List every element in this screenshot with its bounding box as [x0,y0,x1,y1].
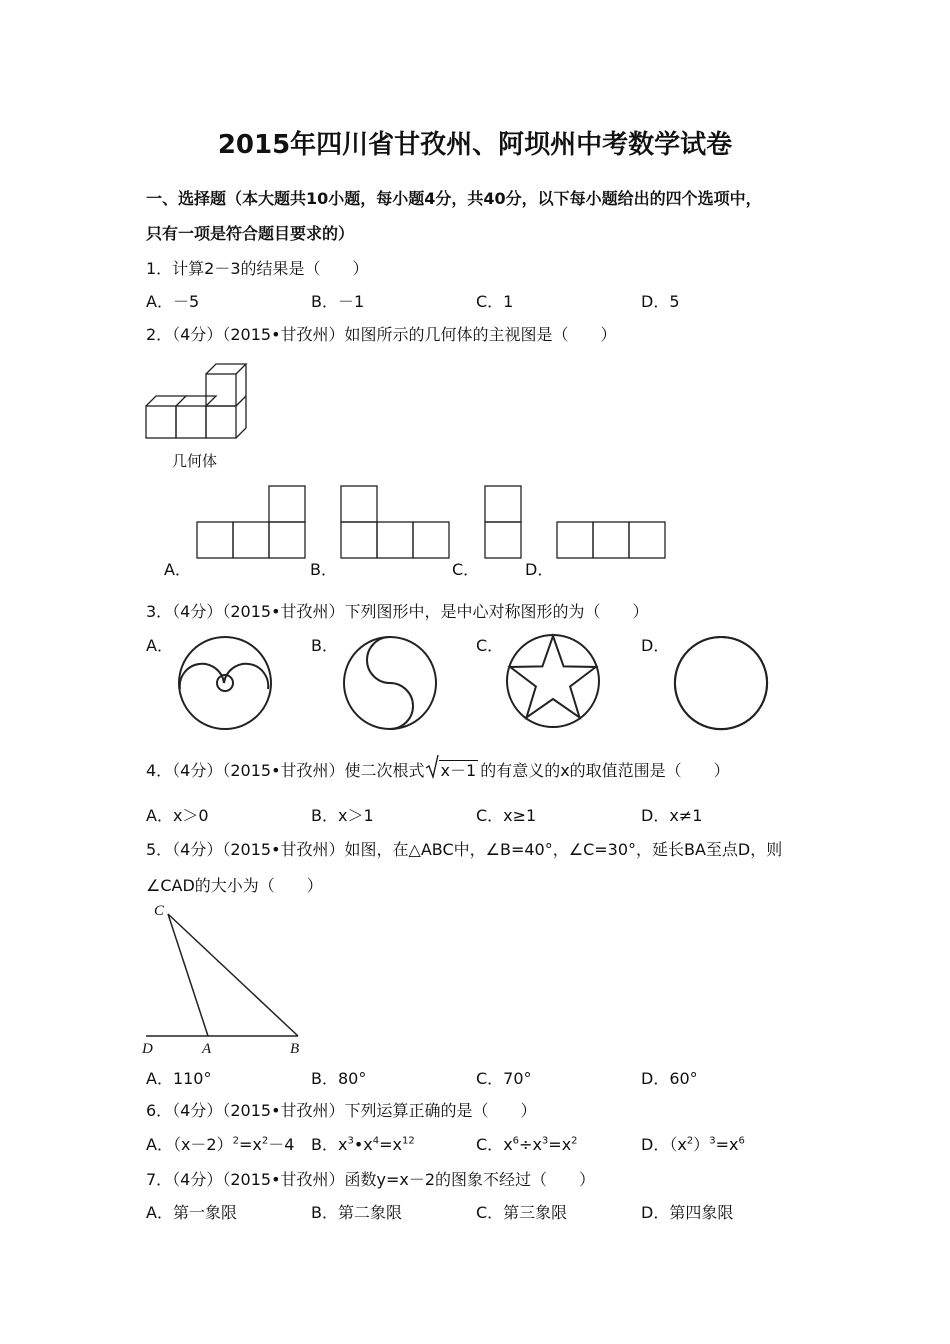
q5-option-a: A．110° [146,1069,212,1088]
q4-stem-after: 的有意义的x的取值范围是（ ） [480,761,730,780]
q3-option-a-figure [176,634,274,732]
vertex-label-c: C [154,903,165,919]
q4-option-c: C．x≥1 [476,806,537,825]
section-heading-line2: 只有一项是符合题目要求的） [146,224,355,243]
q4-option-d: D．x≠1 [641,806,703,825]
q3-option-d: D． [641,636,670,655]
q2-option-d: D． [525,560,554,579]
q5-stem-line2: ∠CAD的大小为（ ） [146,876,323,895]
radical-sign-icon [425,754,439,780]
q1-stem: 1．计算2－3的结果是（ ） [146,259,369,278]
q2-option-d-figure [556,521,668,561]
q7-option-d: D．第四象限 [641,1203,734,1222]
q4-option-a: A．x＞0 [146,806,209,825]
q2-option-a: A． [164,560,191,579]
section-heading-line1: 一、选择题（本大题共10小题，每小题4分，共40分，以下每小题给出的四个选项中， [146,189,762,208]
page-title: 2015年四川省甘孜州、阿坝州中考数学试卷 [217,130,733,160]
q2-option-c: C． [452,560,480,579]
vertex-label-a: A [202,1041,212,1057]
q6-option-c: C．$x^6\div x^3=x^2$ [476,1135,578,1154]
q1-option-b: B．－1 [311,292,365,311]
q3-stem: 3．（4分）（2015•甘孜州）下列图形中，是中心对称图形的为（ ） [146,602,649,621]
q7-option-a: A．第一象限 [146,1203,237,1222]
vertex-label-b: B [290,1041,300,1057]
q2-option-a-figure [196,486,308,560]
q6-option-d: D．$(x^2)^3=x^6$ [641,1135,745,1154]
q3-option-d-figure [672,634,770,732]
q5-option-b: B．80° [311,1069,367,1088]
q4-radicand: x－1 [440,761,477,780]
q6-stem: 6．（4分）（2015•甘孜州）下列运算正确的是（ ） [146,1101,537,1120]
q2-figure-caption: 几何体 [172,452,218,470]
q1-option-c: C．1 [476,292,514,311]
q5-stem-line1: 5．（4分）（2015•甘孜州）如图，在△ABC中，∠B=40°，∠C=30°，延长BA至点D，则 [146,840,783,859]
q2-option-c-figure [484,486,524,560]
q5-option-c: C．70° [476,1069,532,1088]
q2-option-b-figure [340,486,452,560]
q2-option-b: B． [310,560,337,579]
q1-option-a: A．－5 [146,292,200,311]
q2-stem: 2．（4分）（2015•甘孜州）如图所示的几何体的主视图是（ ） [146,325,617,344]
q4-stem-before: 4．（4分）（2015•甘孜州）使二次根式 [146,761,425,780]
q5-option-d: D．60° [641,1069,698,1088]
q7-stem: 7．（4分）（2015•甘孜州）函数y=x－2的图象不经过（ ） [146,1170,596,1189]
q6-option-b: B．$x^3•x^4=x^{12}$ [311,1135,415,1154]
q4-radical [425,758,479,781]
q3-option-b-figure [341,634,439,732]
vertex-label-d: D [142,1041,153,1057]
q4-stem [146,758,730,781]
q3-option-c-figure [504,632,602,730]
q7-option-b: B．第二象限 [311,1203,402,1222]
q3-option-c: C． [476,636,504,655]
q2-solid-figure [140,362,255,442]
q3-option-a: A． [146,636,173,655]
q4-option-b: B．x＞1 [311,806,374,825]
q5-triangle-figure [140,900,315,1060]
q1-option-d: D．5 [641,292,680,311]
q6-option-a: A．$(x-2)^2=x^2-4$ [146,1135,295,1154]
q3-option-b: B． [311,636,338,655]
q7-option-c: C．第三象限 [476,1203,568,1222]
